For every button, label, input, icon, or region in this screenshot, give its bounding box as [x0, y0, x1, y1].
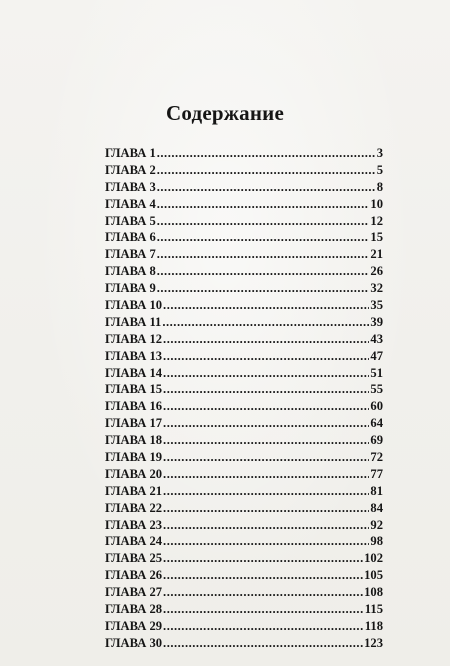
toc-entry [105, 500, 383, 517]
toc-entry-label: ГЛАВА 1 [105, 146, 156, 160]
toc-entry-label: ГЛАВА 6 [105, 230, 156, 245]
toc-entry [105, 601, 383, 618]
toc-entry [105, 533, 383, 550]
toc-entry-label: ГЛАВА 20 [105, 466, 163, 481]
toc-entry-label: ГЛАВА 29 [105, 618, 163, 633]
dot-leader [157, 229, 370, 246]
toc-entry-label: ГЛАВА 4 [105, 196, 156, 211]
dot-leader [163, 635, 363, 652]
table-of-contents [105, 145, 383, 652]
toc-entry [105, 179, 383, 196]
toc-entry-page-number: 105 [364, 568, 383, 583]
toc-entry-page-number: 26 [370, 264, 383, 279]
toc-entry [105, 618, 383, 635]
dot-leader [163, 567, 363, 584]
dot-leader [157, 162, 376, 179]
toc-entry-page-number: 72 [370, 450, 383, 465]
toc-entry-label: ГЛАВА 28 [105, 602, 163, 617]
dot-leader [157, 213, 370, 230]
toc-entry [105, 348, 383, 365]
toc-entry-label: ГЛАВА 9 [105, 281, 156, 296]
toc-entry [105, 466, 383, 483]
toc-entry [105, 449, 383, 466]
toc-entry-label: ГЛАВА 23 [105, 517, 163, 532]
dot-leader [163, 415, 369, 432]
dot-leader [163, 584, 363, 601]
dot-leader [163, 618, 364, 635]
dot-leader [157, 263, 370, 280]
dot-leader [157, 145, 376, 162]
toc-entry [105, 398, 383, 415]
toc-entry-page-number: 51 [370, 365, 383, 380]
toc-entry-label: ГЛАВА 15 [105, 382, 163, 397]
toc-entry-page-number: 60 [370, 399, 383, 414]
toc-entry-page-number: 8 [376, 179, 383, 194]
toc-entry-label: ГЛАВА 11 [105, 314, 162, 329]
toc-entry [105, 280, 383, 297]
dot-leader [163, 348, 369, 365]
toc-entry-label: ГЛАВА 2 [105, 162, 156, 177]
toc-entry-page-number: 108 [364, 585, 383, 600]
toc-entry [105, 229, 383, 246]
toc-entry-page-number: 21 [370, 247, 383, 262]
dot-leader [163, 550, 363, 567]
toc-entry [105, 162, 383, 179]
toc-entry [105, 550, 383, 567]
toc-entry-label: ГЛАВА 10 [105, 298, 163, 313]
toc-entry-label: ГЛАВА 25 [105, 551, 163, 566]
toc-entry [105, 567, 383, 584]
dot-leader [163, 500, 369, 517]
toc-entry [105, 483, 383, 500]
toc-entry-page-number: 92 [370, 517, 383, 532]
toc-entry-page-number: 55 [370, 382, 383, 397]
dot-leader [163, 381, 369, 398]
toc-entry-label: ГЛАВА 19 [105, 450, 163, 465]
toc-entry [105, 635, 383, 652]
dot-leader [163, 365, 369, 382]
toc-entry-page-number: 69 [370, 433, 383, 448]
toc-entry-page-number: 77 [370, 466, 383, 481]
toc-entry-label: ГЛАВА 14 [105, 365, 163, 380]
toc-entry-label: ГЛАВА 30 [105, 635, 163, 650]
toc-entry [105, 331, 383, 348]
toc-entry-page-number: 10 [370, 196, 383, 211]
toc-entry [105, 517, 383, 534]
dot-leader [163, 432, 369, 449]
toc-entry-page-number: 118 [364, 618, 383, 633]
toc-entry-label: ГЛАВА 13 [105, 348, 163, 363]
toc-entry-label: ГЛАВА 3 [105, 179, 156, 194]
toc-entry [105, 145, 383, 162]
dot-leader [157, 246, 370, 263]
toc-entry-page-number: 32 [370, 281, 383, 296]
toc-entry-page-number: 39 [370, 314, 383, 329]
toc-entry-page-number: 102 [364, 551, 383, 566]
toc-entry-label: ГЛАВА 22 [105, 500, 163, 515]
dot-leader [163, 297, 369, 314]
dot-leader [157, 196, 370, 213]
toc-entry [105, 365, 383, 382]
toc-entry-page-number: 35 [370, 298, 383, 313]
toc-entry-page-number: 5 [376, 162, 383, 177]
dot-leader [163, 466, 369, 483]
toc-entry-page-number: 64 [370, 416, 383, 431]
dot-leader [163, 483, 369, 500]
toc-entry-label: ГЛАВА 24 [105, 534, 163, 549]
toc-entry-page-number: 98 [370, 534, 383, 549]
toc-entry-page-number: 47 [370, 348, 383, 363]
toc-entry [105, 213, 383, 230]
toc-entry-label: ГЛАВА 8 [105, 264, 156, 279]
toc-entry-label: ГЛАВА 12 [105, 331, 163, 346]
toc-entry-label: ГЛАВА 17 [105, 416, 163, 431]
toc-entry [105, 584, 383, 601]
dot-leader [163, 398, 369, 415]
toc-entry [105, 432, 383, 449]
toc-entry-label: ГЛАВА 5 [105, 213, 156, 228]
toc-entry-label: ГЛАВА 16 [105, 399, 163, 414]
toc-entry-page-number: 43 [370, 331, 383, 346]
toc-entry-label: ГЛАВА 26 [105, 568, 163, 583]
toc-entry-label: ГЛАВА 21 [105, 483, 163, 498]
toc-entry [105, 196, 383, 213]
dot-leader [163, 517, 369, 534]
dot-leader [157, 280, 370, 297]
toc-entry-label: ГЛАВА 18 [105, 433, 163, 448]
toc-entry [105, 381, 383, 398]
page-title: Содержание [166, 101, 284, 125]
toc-entry-page-number: 115 [364, 602, 383, 617]
toc-entry-label: ГЛАВА 27 [105, 585, 163, 600]
toc-entry [105, 297, 383, 314]
toc-entry [105, 246, 383, 263]
dot-leader [163, 331, 369, 348]
dot-leader [163, 449, 369, 466]
toc-entry-label: ГЛАВА 7 [105, 247, 156, 262]
toc-entry-page-number: 12 [370, 213, 383, 228]
dot-leader [163, 533, 369, 550]
toc-entry-page-number: 3 [376, 146, 383, 160]
toc-entry [105, 415, 383, 432]
toc-entry [105, 314, 383, 331]
toc-entry-page-number: 15 [370, 230, 383, 245]
toc-entry-page-number: 81 [370, 483, 383, 498]
toc-entry-page-number: 84 [370, 500, 383, 515]
toc-entry-page-number: 123 [364, 635, 383, 650]
toc-entry [105, 263, 383, 280]
dot-leader [157, 179, 376, 196]
dot-leader [163, 601, 364, 618]
dot-leader [162, 314, 369, 331]
